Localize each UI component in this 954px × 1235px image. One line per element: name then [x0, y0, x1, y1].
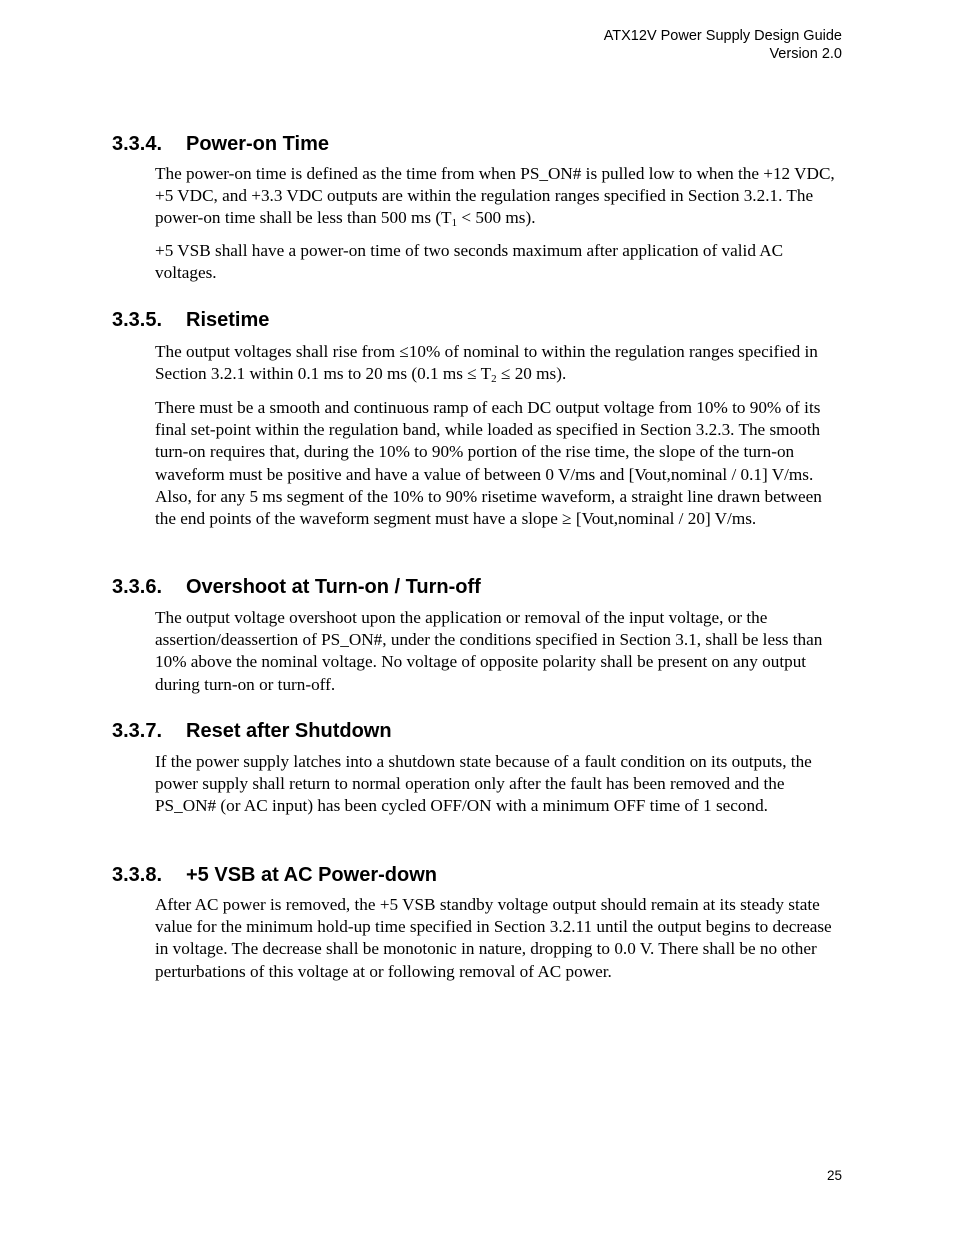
section-heading-risetime	[112, 308, 269, 332]
section-number: 3.3.6.	[112, 576, 163, 598]
section-heading-5vsb-ac-power-down	[112, 863, 437, 887]
section-title: Risetime	[186, 309, 270, 331]
paragraph: +5 VSB shall have a power-on time of two seconds maximum after application of valid AC voltages.	[155, 241, 784, 283]
paragraph-text: < 500 ms).	[457, 208, 536, 228]
paragraph	[155, 341, 845, 385]
section-title: +5 VSB at AC Power-down	[186, 864, 437, 886]
document-version: Version 2.0	[769, 46, 842, 62]
paragraph-text: ≤ 20 ms).	[496, 364, 567, 384]
subscript: 1	[451, 217, 458, 230]
section-heading-overshoot	[112, 575, 481, 599]
paragraph-text: The output voltages shall rise from ≤10% of nominal to within the regulation ranges specified in Section 3.2.1 within 0.1 ms to 20 ms (0.1 ms ≤ T	[155, 342, 818, 384]
section-title: Reset after Shutdown	[186, 720, 392, 742]
section-number: 3.3.5.	[112, 309, 163, 331]
section-number: 3.3.4.	[112, 133, 163, 155]
section-number: 3.3.7.	[112, 720, 163, 742]
running-header	[604, 27, 842, 63]
document-title: ATX12V Power Supply Design Guide	[603, 28, 842, 44]
page-number: 25	[826, 1168, 842, 1183]
paragraph: The output voltage overshoot upon the application or removal of the input voltage, or the assertion/deassertion of PS_ON#, under the conditions specified in Section 3.1, shall be less than 10% above the nominal voltage. No voltage of opposite polarity shall be present on any output during turn-on or turn-off.	[155, 608, 823, 694]
paragraph-text: The power-on time is defined as the time from when PS_ON# is pulled low to when the +12 VDC, +5 VDC, and +3.3 VDC outputs are within the regulation ranges specified in Section 3.2.1. The power-on time shall be less than 500 ms (T	[155, 164, 835, 228]
paragraph: If the power supply latches into a shutdown state because of a fault condition on its outputs, the power supply shall return to normal operation only after the fault has been removed and the PS_ON# (or AC input) has been cycled OFF/ON with a minimum OFF time of 1 second.	[155, 752, 812, 816]
subscript: 2	[491, 373, 497, 386]
section-number: 3.3.8.	[112, 864, 163, 886]
paragraph	[155, 163, 845, 230]
paragraph: After AC power is removed, the +5 VSB standby voltage output should remain at its steady state value for the minimum hold-up time specified in Section 3.2.11 until the output begins to decrease in voltage. The decrease shall be monotonic in nature, dropping to 0.0 V. There shall be no other perturbations of this voltage at or following removal of AC power.	[155, 895, 832, 981]
section-heading-reset-after-shutdown	[112, 719, 392, 743]
section-heading-power-on-time	[112, 132, 329, 156]
section-title: Overshoot at Turn-on / Turn-off	[186, 576, 481, 598]
section-title: Power-on Time	[186, 133, 329, 155]
paragraph: There must be a smooth and continuous ramp of each DC output voltage from 10% to 90% of its final set-point within the regulation band, while loaded as specified in Section 3.2.3. The smooth turn-on requires that, during the 10% to 90% portion of the rise time, the slope of the turn-on waveform must be positive and have a value of between 0 V/ms and [Vout,nominal / 0.1] V/ms. Also, for any 5 ms segment of the 10% to 90% risetime waveform, a straight line drawn between the end points of the waveform segment must have a slope ≥ [Vout,nominal / 20] V/ms.	[155, 398, 822, 529]
